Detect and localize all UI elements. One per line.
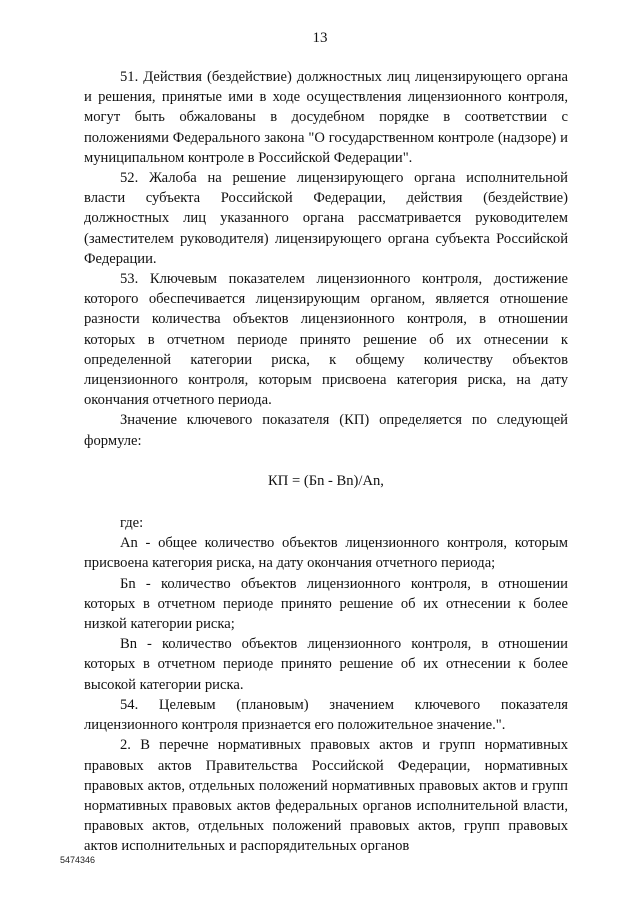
- document-code: 5474346: [60, 855, 96, 865]
- where-label: где:: [120, 515, 144, 532]
- paragraph-2: 2. В перечне нормативных правовых актов и групп нормативных правовых актов Правительства Российской Федерации, нормативных правовых актов, отдельных положений нормативных правовых актов и групп нормативных правовых актов федеральных органов исполнительной власти, правовых актов, отдельных положений правовых актов, групп правовых актов исполнительных и распорядительных органов: [84, 737, 568, 855]
- paragraph-51: 51. Действия (бездействие) должностных лиц лицензирующего органа и решения, принятые ими в ходе осуществления лицензионного контроля, могут быть обжалованы в досудебном порядке в соответствии с положениями Федерального закона "О государственном контроле (надзоре) и муниципальном контроле в Российской Федерации".: [84, 69, 568, 166]
- paragraph-54: 54. Целевым (плановым) значением ключевого показателя лицензионного контроля признается его положительное значение.".: [84, 696, 568, 734]
- definition-an: Аn - общее количество объектов лицензионного контроля, которым присвоена категория риска, на дату окончания отчетного периода;: [84, 535, 568, 572]
- key-indicator-formula: КП = (Бn - Вn)/Аn,: [268, 472, 384, 489]
- definition-bn: Бn - количество объектов лицензионного контроля, в отношении которых в отчетном периоде принято решение об их отнесении к более низкой категории риска;: [84, 575, 568, 633]
- formula-intro: Значение ключевого показателя (КП) определяется по следующей формуле:: [84, 412, 568, 449]
- paragraph-52: 52. Жалоба на решение лицензирующего органа исполнительной власти субъекта Российской Федерации, действия (бездействие) должностных лиц указанного органа рассматривается руководителем (заместителем руководителя) лицензирующего органа субъекта Российской Федерации.: [84, 170, 568, 267]
- paragraph-53: 53. Ключевым показателем лицензионного контроля, достижение которого обеспечивается лицензирующим органом, является отношение разности количества объектов лицензионного контроля, в отношении которых в отчетном периоде принято решение об их отнесении к определенной категории риска, к общему количеству объектов лицензионного контроля, которым присвоена категория риска, на дату окончания отчетного периода.: [84, 271, 568, 409]
- page-number: 13: [312, 30, 328, 46]
- definition-vn: Вn - количество объектов лицензионного контроля, в отношении которых в отчетном периоде принято решение об их отнесении к более высокой категории риска.: [84, 636, 568, 693]
- document-body: [84, 67, 568, 857]
